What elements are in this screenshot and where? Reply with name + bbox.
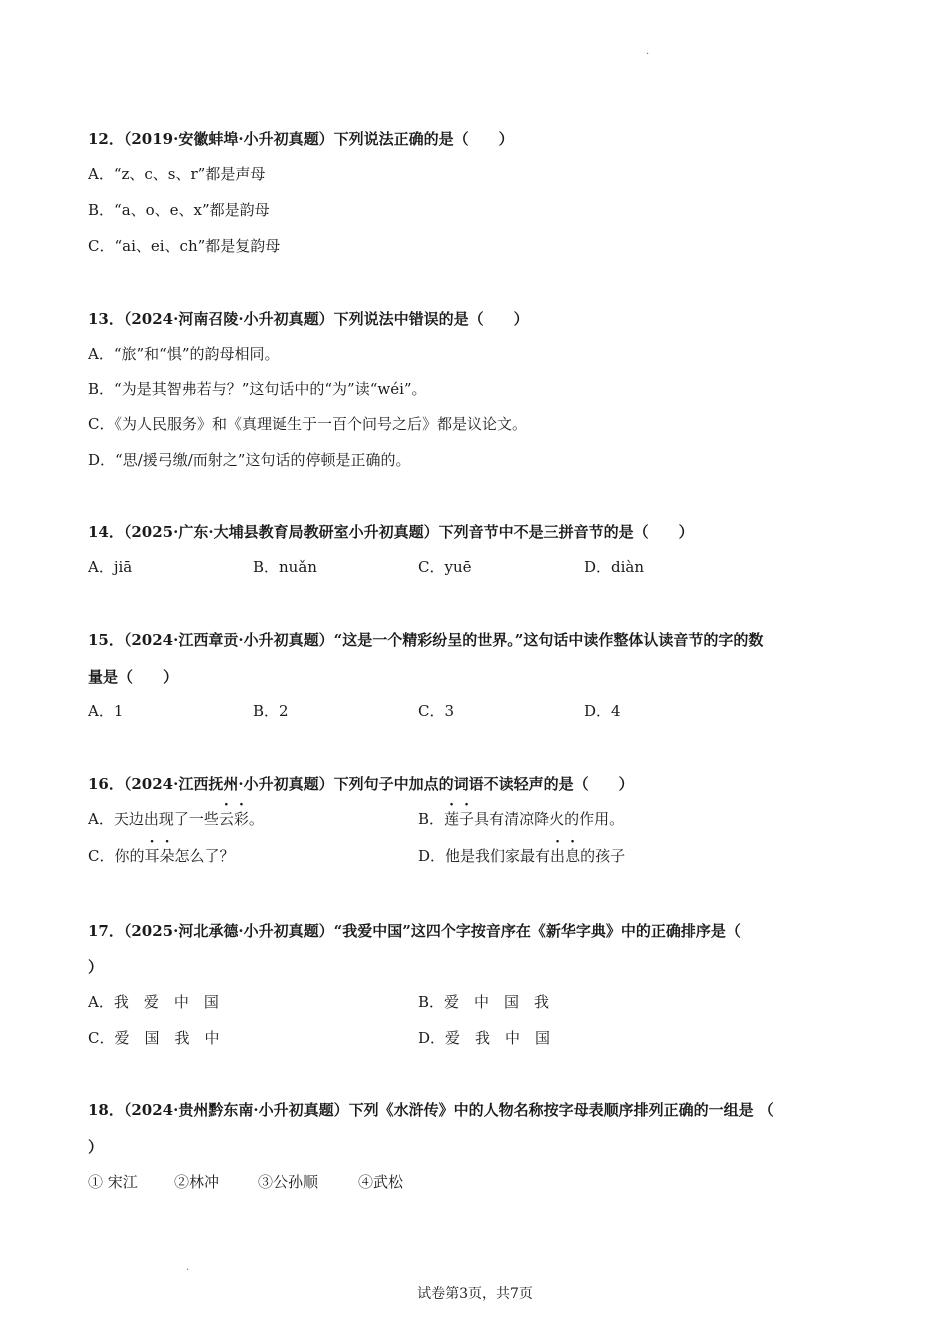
q12-option-c: C．“ai、ei、ch”都是复韵母 — [88, 237, 281, 255]
dotted-word — [145, 847, 175, 865]
dotted-char: 朵 — [159, 847, 175, 865]
scan-dot: . — [646, 46, 650, 57]
dotted-char: 彩 — [233, 810, 249, 828]
q15-option-d: D．4 — [584, 702, 621, 720]
dotted-char: 子 — [459, 810, 475, 828]
option-text: 你的 — [114, 847, 145, 865]
dotted-word — [550, 847, 580, 865]
question-17-stem: 17．（2025·河北承德·小升初真题）“我爱中国”这四个字按音序在《新华字典》中的正确排序是（ — [88, 922, 741, 940]
dotted-char: 出 — [550, 847, 566, 865]
q13-option-a: A．“旅”和“惧”的韵母相同。 — [88, 345, 280, 363]
q13-option-d: D．“思/援弓缴/而射之”这句话的停顿是正确的。 — [88, 451, 411, 469]
question-18-stem: 18．（2024·贵州黔东南·小升初真题）下列《水浒传》中的人物名称按字母表顺序排列正确的一组是 （ — [88, 1101, 774, 1119]
question-13-stem: 13．（2024·河南召陵·小升初真题）下列说法中错误的是（ ） — [88, 310, 529, 328]
dotted-char: 息 — [565, 847, 581, 865]
q16-option-b — [418, 808, 624, 829]
dotted-word — [219, 810, 249, 828]
q14-option-d: D．diàn — [584, 558, 645, 576]
option-text: 天边出现了一些 — [113, 810, 219, 828]
option-text: 。 — [248, 810, 264, 828]
q12-option-a: A．“z、c、s、r”都是声母 — [88, 165, 266, 183]
dotted-word — [444, 810, 474, 828]
q15-option-a: A．1 — [88, 702, 124, 720]
q15-option-c: C．3 — [418, 702, 455, 720]
q16-option-a — [88, 808, 264, 829]
option-text: 怎么了？ — [174, 847, 235, 865]
question-12-stem: 12．（2019·安徽蚌埠·小升初真题）下列说法正确的是（ ） — [88, 130, 514, 148]
option-label: A． — [88, 810, 114, 828]
q16-option-d — [418, 845, 625, 866]
option-text: 他是我们家最有 — [445, 847, 551, 865]
q14-option-a: A．jiā — [88, 558, 133, 576]
q18-item-4: ④武松 — [358, 1173, 404, 1191]
question-15-stem-cont: 量是（ ） — [88, 668, 179, 686]
q14-option-b: B．nuǎn — [253, 558, 317, 576]
q18-item-1: ① 宋江 — [88, 1173, 138, 1191]
q13-option-b: B．“为是其智弗若与？”这句话中的“为”读“wéi”。 — [88, 380, 427, 398]
page-footer: 试卷第3页，共7页 — [417, 1286, 533, 1302]
question-16-stem: 16．（2024·江西抚州·小升初真题）下列句子中加点的词语不读轻声的是（ ） — [88, 775, 634, 793]
q17-option-d: D．爱 我 中 国 — [418, 1029, 551, 1047]
question-15-stem: 15．（2024·江西章贡·小升初真题）“这是一个精彩纷呈的世界。”这句话中读作整体认读音节的字的数 — [88, 631, 764, 649]
question-17-stem-cont: ） — [88, 958, 104, 976]
q17-option-b: B．爱 中 国 我 — [418, 993, 550, 1011]
q16-option-c — [88, 845, 235, 866]
option-label: B． — [418, 810, 445, 828]
question-18-stem-cont: ） — [88, 1138, 104, 1156]
option-text: 的孩子 — [580, 847, 626, 865]
dotted-char: 耳 — [144, 847, 160, 865]
q13-option-c: C．《为人民服务》和《真理诞生于一百个问号之后》都是议论文。 — [88, 415, 527, 433]
option-label: C． — [88, 847, 115, 865]
q15-option-b: B．2 — [253, 702, 289, 720]
q14-option-c: C．yuē — [418, 558, 472, 576]
q18-item-2: ②林冲 — [174, 1173, 220, 1191]
q12-option-b: B．“a、o、e、x”都是韵母 — [88, 201, 270, 219]
option-label: D． — [418, 847, 446, 865]
q17-option-c: C．爱 国 我 中 — [88, 1029, 220, 1047]
option-text: 具有清凉降火的作用。 — [474, 810, 625, 828]
dotted-char: 莲 — [444, 810, 460, 828]
question-14-stem: 14．（2025·广东·大埔县教育局教研室小升初真题）下列音节中不是三拼音节的是（ ） — [88, 523, 694, 541]
scan-dot: . — [186, 1262, 190, 1273]
q17-option-a: A．我 爱 中 国 — [88, 993, 219, 1011]
q18-item-3: ③公孙顺 — [258, 1173, 319, 1191]
dotted-char: 云 — [218, 810, 234, 828]
